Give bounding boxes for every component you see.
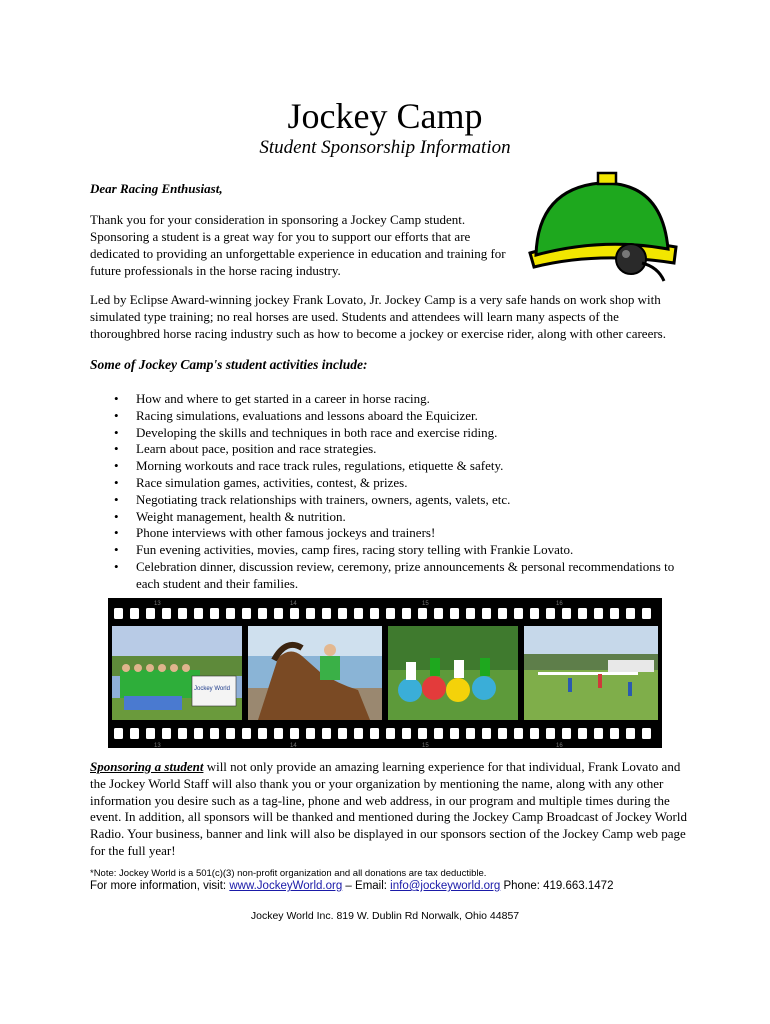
list-item: • Morning workouts and race track rules, regulations, etiquette & safety. bbox=[114, 458, 504, 474]
sprocket-hole bbox=[322, 608, 331, 619]
sprocket-hole bbox=[162, 728, 171, 739]
sprocket-hole bbox=[402, 728, 411, 739]
about-paragraph: Led by Eclipse Award-winning jockey Frank Lovato, Jr. Jockey Camp is a very safe hands on work shop with simulated type training; no real horses are used. Students and attendees will learn many aspects of the thoroughbred horse racing industry such as how to become a jockey or exercise rider, along with other careers. bbox=[90, 292, 666, 341]
page-title: Jockey Camp bbox=[287, 96, 483, 136]
photo-outdoor-race bbox=[524, 626, 658, 720]
sprocket-hole bbox=[370, 608, 379, 619]
sprocket-hole bbox=[162, 608, 171, 619]
sprocket-hole bbox=[514, 608, 523, 619]
page-subtitle: Student Sponsorship Information bbox=[259, 137, 511, 158]
sprocket-hole bbox=[338, 608, 347, 619]
sprocket-hole bbox=[418, 728, 427, 739]
sprocket-hole bbox=[306, 608, 315, 619]
sprocket-hole bbox=[226, 728, 235, 739]
list-item: • Fun evening activities, movies, camp fires, racing story telling with Frankie Lovato. bbox=[114, 542, 574, 558]
list-item: • Race simulation games, activities, contest, & prizes. bbox=[114, 474, 408, 490]
sprocket-hole bbox=[258, 728, 267, 739]
frame-number: 14 bbox=[290, 601, 297, 607]
sponsoring-paragraph bbox=[90, 759, 690, 860]
sprocket-hole bbox=[530, 608, 539, 619]
sprocket-hole bbox=[242, 608, 251, 619]
sprocket-hole bbox=[178, 608, 187, 619]
sprocket-hole bbox=[194, 608, 203, 619]
contact-line bbox=[90, 880, 613, 892]
sprocket-hole bbox=[114, 728, 123, 739]
sponsoring-body: will not only provide an amazing learning experience for that individual, Frank Lovato and the Jockey World Staff will also thank you or your organization by mentioning the name, along with any other information you desire such as a tag-line, phone and web address, in our program and multiple times during the event. In addition, all sponsors will be thanked and mentioned during the Jockey Camp Broadcast of Jockey World Radio. Your business, banner and link will also be displayed in our sponsors section of the Jockey Camp web page for the full year! bbox=[90, 759, 687, 858]
sprocket-hole bbox=[146, 728, 155, 739]
sprocket-hole bbox=[114, 608, 123, 619]
sprocket-hole bbox=[146, 608, 155, 619]
sprocket-hole bbox=[274, 728, 283, 739]
sprocket-hole bbox=[482, 728, 491, 739]
frame-number: 15 bbox=[422, 743, 429, 748]
sprocket-hole bbox=[306, 728, 315, 739]
sprocket-hole bbox=[546, 608, 555, 619]
sprocket-hole bbox=[434, 608, 443, 619]
sprocket-hole bbox=[642, 728, 651, 739]
website-link[interactable]: www.JockeyWorld.org bbox=[229, 880, 343, 892]
sprocket-hole bbox=[578, 728, 587, 739]
photo-bouncy-horses bbox=[388, 626, 518, 720]
sprocket-hole bbox=[610, 728, 619, 739]
sprocket-hole bbox=[290, 608, 299, 619]
list-item: • How and where to get started in a career in horse racing. bbox=[114, 391, 430, 406]
sprocket-hole bbox=[290, 728, 299, 739]
list-item: • Learn about pace, position and race strategies. bbox=[114, 441, 377, 457]
sprocket-hole bbox=[498, 608, 507, 619]
sprocket-hole bbox=[466, 728, 475, 739]
sprocket-hole bbox=[194, 728, 203, 739]
sprocket-hole bbox=[210, 728, 219, 739]
list-item: • Celebration dinner, discussion review, ceremony, prize announcements & personal recommendations to each student and their families. bbox=[114, 558, 675, 591]
sprocket-hole bbox=[354, 608, 363, 619]
sprocket-hole bbox=[402, 608, 411, 619]
jockey-helmet-icon bbox=[528, 167, 678, 292]
list-item: • Negotiating track relationships with trainers, owners, agents, valets, etc. bbox=[114, 491, 511, 507]
greeting: Dear Racing Enthusiast, bbox=[90, 181, 223, 196]
sprocket-hole bbox=[354, 728, 363, 739]
sprocket-hole bbox=[626, 608, 635, 619]
sprocket-hole bbox=[498, 728, 507, 739]
sprocket-hole bbox=[178, 728, 187, 739]
list-item: • Weight management, health & nutrition. bbox=[114, 508, 346, 524]
email-prefix: – Email: bbox=[342, 880, 391, 892]
sprocket-hole bbox=[530, 728, 539, 739]
sprocket-hole bbox=[130, 728, 139, 739]
activities-list bbox=[90, 391, 680, 593]
sprocket-hole bbox=[226, 608, 235, 619]
intro-paragraph: Thank you for your consideration in sponsoring a Jockey Camp student. Sponsoring a student is a great way for you to support our efforts that are dedicated to providing an unforgettable experience in education and training for future professionals in the horse racing industry. bbox=[90, 212, 506, 278]
sprocket-hole bbox=[626, 728, 635, 739]
sprocket-hole bbox=[258, 608, 267, 619]
sprocket-hole bbox=[562, 728, 571, 739]
photo-equicizer-rider bbox=[248, 626, 382, 720]
sprocket-hole bbox=[562, 608, 571, 619]
frame-number: 15 bbox=[422, 601, 429, 607]
sprocket-hole bbox=[546, 728, 555, 739]
list-item: • Phone interviews with other famous jockeys and trainers! bbox=[114, 525, 436, 541]
frame-number: 13 bbox=[154, 743, 161, 748]
sprocket-hole bbox=[450, 728, 459, 739]
sponsoring-lead: Sponsoring a student bbox=[90, 759, 204, 774]
sprocket-hole bbox=[610, 608, 619, 619]
sprocket-hole bbox=[466, 608, 475, 619]
sprocket-hole bbox=[386, 608, 395, 619]
phone-number: Phone: 419.663.1472 bbox=[500, 880, 614, 892]
sprocket-hole bbox=[594, 728, 603, 739]
sprocket-hole bbox=[322, 728, 331, 739]
sprocket-hole bbox=[274, 608, 283, 619]
activities-heading: Some of Jockey Camp's student activities include: bbox=[90, 357, 368, 372]
footer-address: Jockey World Inc. 819 W. Dublin Rd Norwalk, Ohio 44857 bbox=[250, 910, 520, 922]
sprocket-hole bbox=[434, 728, 443, 739]
frame-number: 14 bbox=[290, 743, 297, 748]
frame-number: 16 bbox=[556, 743, 563, 748]
sprocket-hole bbox=[450, 608, 459, 619]
list-item: • Developing the skills and techniques in both race and exercise riding. bbox=[114, 424, 498, 440]
tax-note: *Note: Jockey World is a 501(c)(3) non-profit organization and all donations are tax deductible. bbox=[90, 868, 487, 879]
photo-group-students bbox=[112, 626, 242, 720]
sprocket-hole bbox=[210, 608, 219, 619]
sprocket-hole bbox=[338, 728, 347, 739]
frame-number: 13 bbox=[154, 601, 161, 607]
sprocket-hole bbox=[386, 728, 395, 739]
contact-prefix: For more information, visit: bbox=[90, 880, 230, 892]
photo-filmstrip bbox=[108, 598, 662, 748]
banner-text: Jockey World bbox=[194, 686, 230, 692]
sprocket-hole bbox=[130, 608, 139, 619]
sprocket-hole bbox=[594, 608, 603, 619]
frame-number: 16 bbox=[556, 601, 563, 607]
sprocket-hole bbox=[242, 728, 251, 739]
sprocket-hole bbox=[418, 608, 427, 619]
email-link[interactable]: info@jockeyworld.org bbox=[390, 880, 501, 892]
sprocket-hole bbox=[642, 608, 651, 619]
sprocket-hole bbox=[370, 728, 379, 739]
sprocket-hole bbox=[514, 728, 523, 739]
list-item: • Racing simulations, evaluations and lessons aboard the Equicizer. bbox=[114, 407, 478, 423]
sprocket-hole bbox=[578, 608, 587, 619]
sprocket-hole bbox=[482, 608, 491, 619]
